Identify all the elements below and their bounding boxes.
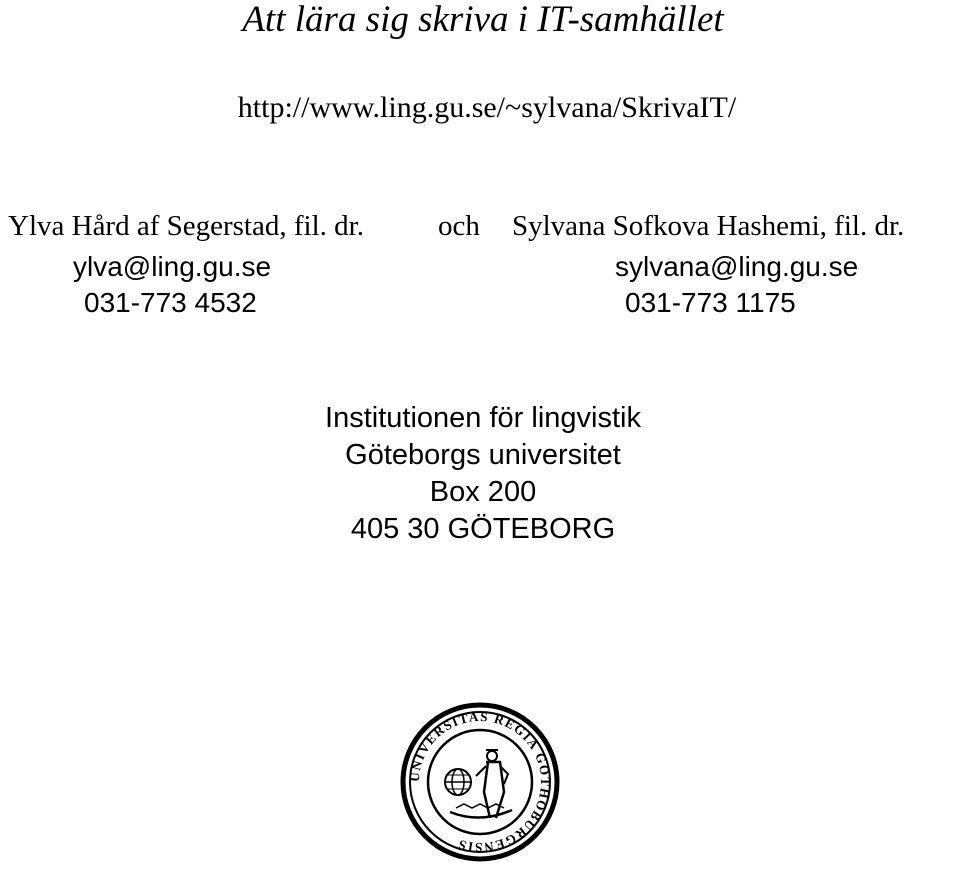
author-right-name: Sylvana Sofkova Hashemi, fil. dr. <box>512 210 905 242</box>
seal-ring-text: UNIVERSITAS REGIA GOTHOBURGENSIS <box>406 708 554 856</box>
address-postal: 405 30 GÖTEBORG <box>350 513 616 545</box>
author-conjunction: och <box>438 210 480 242</box>
university-seal-icon <box>400 700 560 864</box>
author-left-phone: 031-773 4532 <box>84 287 257 318</box>
address-university: Göteborgs universitet <box>345 439 621 471</box>
project-url[interactable]: http://www.ling.gu.se/~sylvana/SkrivaIT/ <box>237 91 737 124</box>
document-title: Att lära sig skriva i IT-samhället <box>242 0 724 40</box>
author-right-email[interactable]: sylvana@ling.gu.se <box>615 251 859 282</box>
address-department: Institutionen för lingvistik <box>325 402 641 434</box>
address-box: Box 200 <box>429 476 537 508</box>
author-right-phone: 031-773 1175 <box>625 287 796 318</box>
author-left-name: Ylva Hård af Segerstad, fil. dr. <box>8 210 364 242</box>
author-left-email[interactable]: ylva@ling.gu.se <box>73 251 272 282</box>
postal-address <box>0 400 960 548</box>
